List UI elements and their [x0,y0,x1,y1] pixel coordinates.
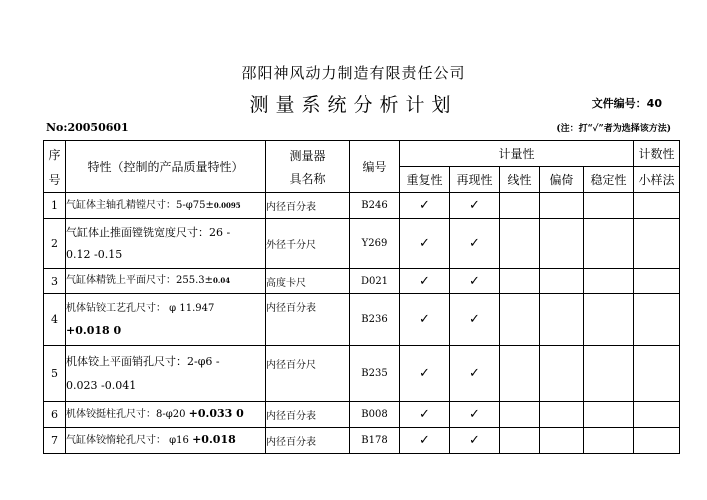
feature-tolerance: 0.023 -0.041 [66,378,137,392]
repeatability-check: ✓ [400,193,450,219]
repeatability-check: ✓ [400,294,450,346]
gauge-code: B008 [350,402,400,428]
feature-header: 特性（控制的产品质量特性） [66,141,266,193]
linearity-check [500,428,540,454]
small-sample-check [634,193,680,219]
gauge-code: B236 [350,294,400,346]
row-number: 5 [44,346,66,402]
row-number: 2 [44,219,66,269]
linearity-check [500,294,540,346]
stability-check [584,269,634,294]
feature-cell [66,294,266,346]
feature-text: 气缸体精铣上平面尺寸：255.3± [66,275,214,286]
gauge-header-bottom: 具名称 [289,171,326,186]
stability-check [584,193,634,219]
repeatability-header: 重复性 [400,167,450,193]
feature-tolerance: 0.04 [213,276,231,285]
gauge-name: 内径百分表 [266,402,350,428]
linearity-check [500,219,540,269]
reproducibility-check: ✓ [450,193,500,219]
reproducibility-check: ✓ [450,428,500,454]
gauge-code: B235 [350,346,400,402]
small-sample-check [634,294,680,346]
reproducibility-check: ✓ [450,269,500,294]
reproducibility-check: ✓ [450,402,500,428]
table-row [44,193,680,219]
linearity-header: 线性 [500,167,540,193]
document-number: No:20050601 [46,121,129,134]
stability-check [584,346,634,402]
seq-header-bottom: 号 [48,172,61,187]
feature-cell [66,219,266,269]
selection-note: (注：打“✓”者为选择该方法) [556,124,671,134]
gauge-code: B246 [350,193,400,219]
gauge-name: 高度卡尺 [266,269,350,294]
row-number: 6 [44,402,66,428]
feature-text: 气缸体主轴孔精镗尺寸：5-φ75± [66,199,214,211]
row-number: 1 [44,193,66,219]
bias-check [540,428,584,454]
feature-text: 气缸体止推面镗铣宽度尺寸：26 - [66,225,231,239]
feature-cell [66,402,266,428]
bias-check [540,402,584,428]
bias-check [540,219,584,269]
linearity-check [500,269,540,294]
row-number: 7 [44,428,66,454]
small-sample-check [634,402,680,428]
bias-check [540,346,584,402]
repeatability-check: ✓ [400,219,450,269]
feature-tolerance: +0.033 0 [188,407,244,420]
stability-check [584,294,634,346]
stability-header: 稳定性 [584,167,634,193]
gauge-header [266,141,350,193]
table-row [44,294,680,346]
linearity-check [500,402,540,428]
stability-check [584,428,634,454]
gauge-header-top: 测量器 [289,148,326,163]
variable-group-header: 计量性 [400,141,634,167]
bias-check [540,294,584,346]
bias-check [540,193,584,219]
feature-text: 机体铰挺柱孔尺寸：8-φ20 [66,409,186,420]
feature-cell [66,269,266,294]
linearity-check [500,193,540,219]
gauge-name: 外径千分尺 [266,219,350,269]
feature-text: 气缸体铰惰轮孔尺寸： φ16 [66,435,189,446]
bias-header: 偏倚 [540,167,584,193]
small-sample-check [634,346,680,402]
gauge-name: 内径百分表 [266,294,350,346]
reproducibility-check: ✓ [450,346,500,402]
reproducibility-check: ✓ [450,219,500,269]
table-row [44,219,680,269]
seq-header [44,141,66,193]
table-row [44,346,680,402]
company-name: 邵阳神风动力制造有限责任公司 [241,64,466,82]
small-sample-check [634,269,680,294]
file-number: 文件编号：40 [591,97,662,110]
repeatability-check: ✓ [400,346,450,402]
reproducibility-check: ✓ [450,294,500,346]
table-row [44,402,680,428]
attribute-group-header: 计数性 [634,141,680,167]
gauge-name: 内径百分表 [266,428,350,454]
row-number: 3 [44,269,66,294]
feature-text: 机体铰上平面销孔尺寸：2-φ6 - [66,354,220,368]
feature-cell [66,193,266,219]
table-row [44,428,680,454]
small-sample-check [634,428,680,454]
bias-check [540,269,584,294]
repeatability-check: ✓ [400,269,450,294]
gauge-code: Y269 [350,219,400,269]
header-row [44,141,680,167]
stability-check [584,402,634,428]
code-header: 编号 [350,141,400,193]
small-sample-header: 小样法 [634,167,680,193]
feature-tolerance: 0.0095 [213,200,241,210]
feature-cell [66,346,266,402]
feature-tolerance: +0.018 [192,433,236,446]
table-row [44,269,680,294]
feature-tolerance: +0.018 0 [66,323,122,337]
gauge-code: D021 [350,269,400,294]
reproducibility-header: 再现性 [450,167,500,193]
feature-tolerance: 0.12 -0.15 [66,247,123,261]
gauge-code: B178 [350,428,400,454]
gauge-name: 内径百分尺 [266,346,350,402]
row-number: 4 [44,294,66,346]
linearity-check [500,346,540,402]
stability-check [584,219,634,269]
msa-plan-table [43,140,680,454]
seq-header-top: 序 [48,147,61,162]
gauge-name: 内径百分表 [266,193,350,219]
repeatability-check: ✓ [400,402,450,428]
document-title: 测量系统分析计划 [249,94,458,116]
feature-cell [66,428,266,454]
small-sample-check [634,219,680,269]
feature-text: 机体钻铰工艺孔尺寸： φ 11.947 [66,302,215,314]
repeatability-check: ✓ [400,428,450,454]
